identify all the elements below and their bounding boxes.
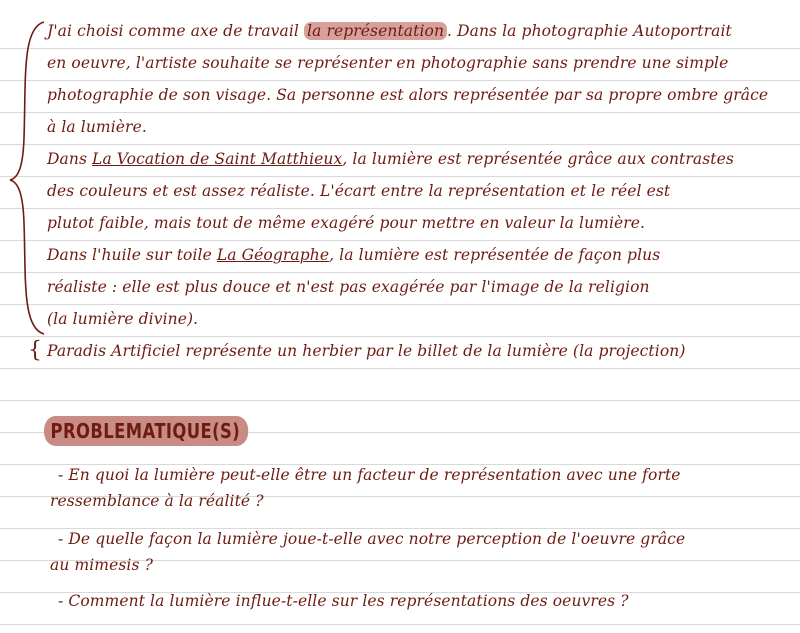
note-line-8: [47, 246, 660, 264]
question-2-line-2: au mimesis ?: [50, 556, 153, 574]
note-line-7: plutot faible, mais tout de même exagéré pour mettre en valeur la lumière.: [47, 214, 646, 232]
note-line-2: en oeuvre, l'artiste souhaite se représenter en photographie sans prendre une simple: [47, 54, 729, 72]
note-text: , la lumière est représentée grâce aux contrastes: [342, 150, 734, 168]
note-text: , la lumière est représentée de façon plus: [329, 246, 661, 264]
note-text: Dans: [47, 150, 93, 168]
artwork-title: La Géographe: [216, 246, 330, 264]
note-line-6: des couleurs et est assez réaliste. L'écart entre la représentation et le réel est: [47, 182, 671, 200]
note-line-4: à la lumière.: [47, 118, 147, 136]
note-line-11: Paradis Artificiel représente un herbier par le billet de la lumière (la projection): [47, 342, 686, 360]
note-text: Dans l'huile sur toile: [47, 246, 217, 264]
note-line-1: [47, 22, 732, 40]
small-brace: {: [28, 338, 42, 363]
note-text: J'ai choisi comme axe de travail: [47, 22, 305, 40]
left-brace: [4, 18, 48, 338]
question-2-line-1: - De quelle façon la lumière joue-t-elle avec notre perception de l'oeuvre grâce: [58, 530, 686, 548]
note-text: . Dans la photographie Autoportrait: [447, 22, 732, 40]
note-line-3: photographie de son visage. Sa personne est alors représentée par sa propre ombre grâce: [47, 86, 769, 104]
note-line-10: (la lumière divine).: [47, 310, 199, 328]
question-1-line-1: - En quoi la lumière peut-elle être un facteur de représentation avec une forte: [58, 466, 681, 484]
question-3: - Comment la lumière influe-t-elle sur les représentations des oeuvres ?: [58, 592, 629, 610]
note-line-5: [47, 150, 734, 168]
note-line-9: réaliste : elle est plus douce et n'est pas exagérée par l'image de la religion: [47, 278, 650, 296]
problematique-title: PROBLEMATIQUE(S): [44, 416, 248, 446]
highlighted-term: la représentation: [304, 22, 447, 40]
artwork-title: La Vocation de Saint Matthieux: [92, 150, 343, 168]
question-1-line-2: ressemblance à la réalité ?: [50, 492, 264, 510]
